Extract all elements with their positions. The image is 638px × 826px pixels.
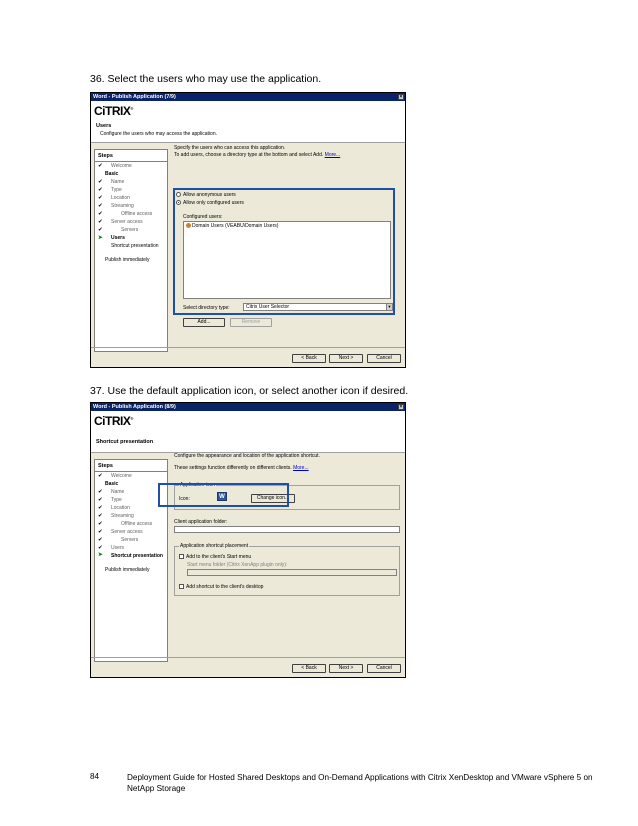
steps-title: Steps [95,150,167,162]
step-publish-immediately[interactable] [95,256,167,264]
logo-mark: ® [130,106,133,111]
radio-label: Allow anonymous users [183,192,236,198]
checkbox-icon [179,554,184,559]
logo-mark: ® [130,416,133,421]
step-label: Name [111,179,125,185]
step-label: Server access [111,219,143,225]
check-icon: ✔ [98,473,103,479]
steps-panel [94,149,168,352]
highlight-box [158,483,289,507]
publish-app-dialog-shortcut [90,402,406,678]
step-type[interactable] [95,496,167,504]
window-title: Word - Publish Application (8/9) [93,404,176,410]
check-icon: ✔ [98,211,103,217]
dialog-header [91,101,405,143]
step-shortcut-presentation[interactable] [95,552,167,566]
step-label: Streaming [111,513,134,519]
step-location[interactable] [95,194,167,202]
step-label: Location [111,195,130,201]
section-description: Configure the users who may access the application. [100,131,218,137]
step-shortcut-presentation[interactable] [95,242,167,256]
word-icon-glyph: W [217,492,227,501]
check-icon: ✔ [98,489,103,495]
citrix-logo [94,414,133,428]
step-label: Basic [105,171,119,177]
footer-separator [91,347,405,348]
step-offline-access[interactable] [95,210,167,218]
checkbox-label: Add to the client's Start menu [186,554,252,560]
logo-text: CiTRIX [94,414,131,428]
add-button[interactable]: Add... [183,318,225,327]
step-label: Shortcut presentation [111,553,163,559]
add-start-menu-checkbox[interactable] [179,554,251,560]
check-icon: ✔ [98,227,103,233]
start-menu-folder-label: Start menu folder (Citrix XenApp plugin only): [187,562,288,568]
step-streaming[interactable] [95,512,167,520]
step-location[interactable] [95,504,167,512]
step-name[interactable] [95,178,167,186]
step-servers[interactable] [95,226,167,234]
step-welcome[interactable] [95,472,167,480]
step-users[interactable] [95,234,167,242]
step-37-heading: 37. Use the default application icon, or select another icon if desired. [90,385,409,397]
select-value: Citrix User Selector [246,304,290,310]
back-button[interactable]: < Back [292,354,326,363]
group-legend: Application shortcut placement [180,543,249,549]
step-label: Users [111,545,125,551]
icon-label: Icon: [179,496,190,502]
step-type[interactable] [95,186,167,194]
step-label: Shortcut presentation [111,243,159,249]
highlight-box [173,188,395,315]
group-legend: Application icon [180,482,216,488]
citrix-logo [94,104,133,118]
title-bar [91,403,405,411]
more-link[interactable]: More... [324,152,341,158]
check-icon: ✔ [98,513,103,519]
instruction-1: Configure the appearance and location of the application shortcut. [174,453,320,459]
step-label: Type [111,497,122,503]
add-desktop-checkbox[interactable] [179,584,263,590]
step-server-access[interactable] [95,528,167,536]
section-title: Shortcut presentation [96,439,154,445]
check-icon: ✔ [98,203,103,209]
check-icon: ✔ [98,537,103,543]
step-name[interactable] [95,488,167,496]
steps-title: Steps [95,460,167,472]
step-label: Basic [105,481,119,487]
check-icon: ✔ [98,521,103,527]
step-label: Streaming [111,203,134,209]
step-label: Welcome [111,163,132,169]
step-label: Welcome [111,473,132,479]
configured-users-label: Configured users: [183,214,223,220]
client-folder-input[interactable] [174,526,400,533]
remove-button[interactable]: Remove [230,318,272,327]
window-title: Word - Publish Application (7/9) [93,94,176,100]
step-label: Name [111,489,125,495]
instruction-2-text: To add users, choose a directory type at the bottom and select Add. [174,152,324,158]
title-bar [91,93,405,101]
step-label: Servers [121,537,139,543]
list-item-label: Domain Users (VEABU\Domain Users) [192,223,279,229]
cancel-button[interactable]: Cancel [367,664,401,673]
arrow-right-icon: ➤ [98,552,103,558]
step-welcome[interactable] [95,162,167,170]
page-number: 84 [90,772,100,781]
shortcut-placement-group [174,543,400,596]
step-label: Type [111,187,122,193]
check-icon: ✔ [98,545,103,551]
instruction-2-text: These settings function differently on different clients. [174,465,292,471]
logo-text: CiTRIX [94,104,131,118]
step-streaming[interactable] [95,202,167,210]
start-menu-folder-input[interactable] [187,569,397,576]
step-publish-immediately[interactable] [95,566,167,574]
step-label: Offline access [121,521,153,527]
step-server-access[interactable] [95,218,167,226]
section-title: Users [96,123,112,129]
change-icon-button[interactable]: Change icon... [251,494,295,503]
cancel-button[interactable]: Cancel [367,354,401,363]
radio-label: Allow only configured users [183,200,244,206]
footer-separator [91,657,405,658]
check-icon: ✔ [98,195,103,201]
check-icon: ✔ [98,163,103,169]
step-servers[interactable] [95,536,167,544]
check-icon: ✔ [98,187,103,193]
steps-panel [94,459,168,662]
publish-app-dialog-users [90,92,406,368]
close-icon[interactable]: × [399,94,403,100]
more-link[interactable]: More... [293,465,309,471]
instruction-2 [174,152,340,158]
step-label: Servers [121,227,139,233]
check-icon: ✔ [98,219,103,225]
step-users[interactable] [95,544,167,552]
close-icon[interactable]: × [399,404,403,410]
dialog-header [91,411,405,453]
directory-type-label: Select directory type: [183,305,230,311]
instruction-2 [174,465,309,471]
check-icon: ✔ [98,505,103,511]
check-icon: ✔ [98,179,103,185]
step-basic [95,480,167,488]
chevron-down-icon: ▼ [387,304,392,309]
client-folder-label: Client application folder: [174,519,228,525]
back-button[interactable]: < Back [292,664,326,673]
instruction-1: Specify the users who can access this application. [174,145,286,151]
check-icon: ✔ [98,497,103,503]
next-button[interactable]: Next > [329,354,363,363]
step-label: Users [111,235,125,241]
step-36-heading: 36. Select the users who may use the application. [90,73,322,85]
check-icon: ✔ [98,529,103,535]
next-button[interactable]: Next > [329,664,363,673]
checkbox-label: Add shortcut to the client's desktop [186,584,264,590]
step-label: Server access [111,529,143,535]
step-offline-access[interactable] [95,520,167,528]
step-label: Offline access [121,211,153,217]
step-basic [95,170,167,178]
arrow-right-icon: ➤ [98,235,103,241]
step-label: Publish immediately [105,567,150,573]
footer-text: Deployment Guide for Hosted Shared Desktops and On-Demand Applications with Citrix XenDesktop and VMware vSphere 5 on NetApp Storage [127,773,593,793]
step-label: Publish immediately [105,257,150,263]
step-label: Location [111,505,130,511]
checkbox-icon [179,584,184,589]
